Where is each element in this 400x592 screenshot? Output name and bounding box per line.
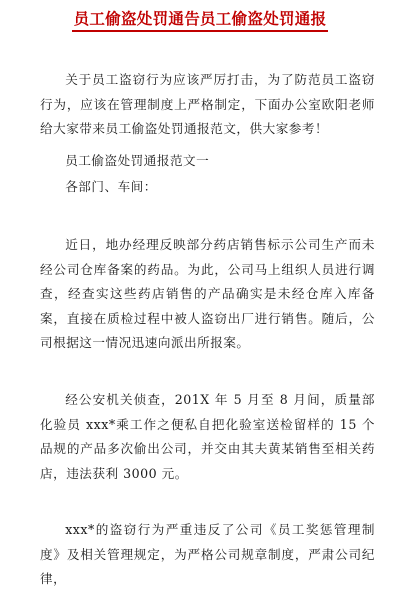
sample-heading: 员工偷盗处罚通报范文一 <box>65 153 210 168</box>
body-paragraph-2: 经公安机关侦查，201X 年 5 月至 8 月间，质量部化验员 xxx*乘工作之便私自把化验室送检留样的 15 个品规的产品多次偷出公司，并交由其夫黄某销售至相关药店，违法获利 3000 元。 <box>40 392 375 481</box>
intro-paragraph: 关于员工盗窃行为应该严厉打击，为了防范员工盗窃行为，应该在管理制度上严格制定，下面办公室欧阳老师给大家带来员工偷盗处罚通报范文，供大家参考！ <box>40 72 375 136</box>
document-title: 员工偷盗处罚通告员工偷盗处罚通报 <box>72 8 329 32</box>
salutation: 各部门、车间： <box>65 179 157 194</box>
title-wrap <box>0 8 400 32</box>
body-paragraph-3: xxx*的盗窃行为严重违反了公司《员工奖惩管理制度》及相关管理规定，为严格公司规章制度，严肃公司纪律， <box>40 522 375 586</box>
body-paragraph-1: 近日，地办经理反映部分药店销售标示公司生产而未经公司仓库备案的药品。为此，公司马上组织人员进行调查，经查实这些药店销售的产品确实是未经仓库入库备案，直接在质检过程中被人盗窃出厂进行销售。随后，公司根据这一情况迅速向派出所报案。 <box>40 237 375 350</box>
